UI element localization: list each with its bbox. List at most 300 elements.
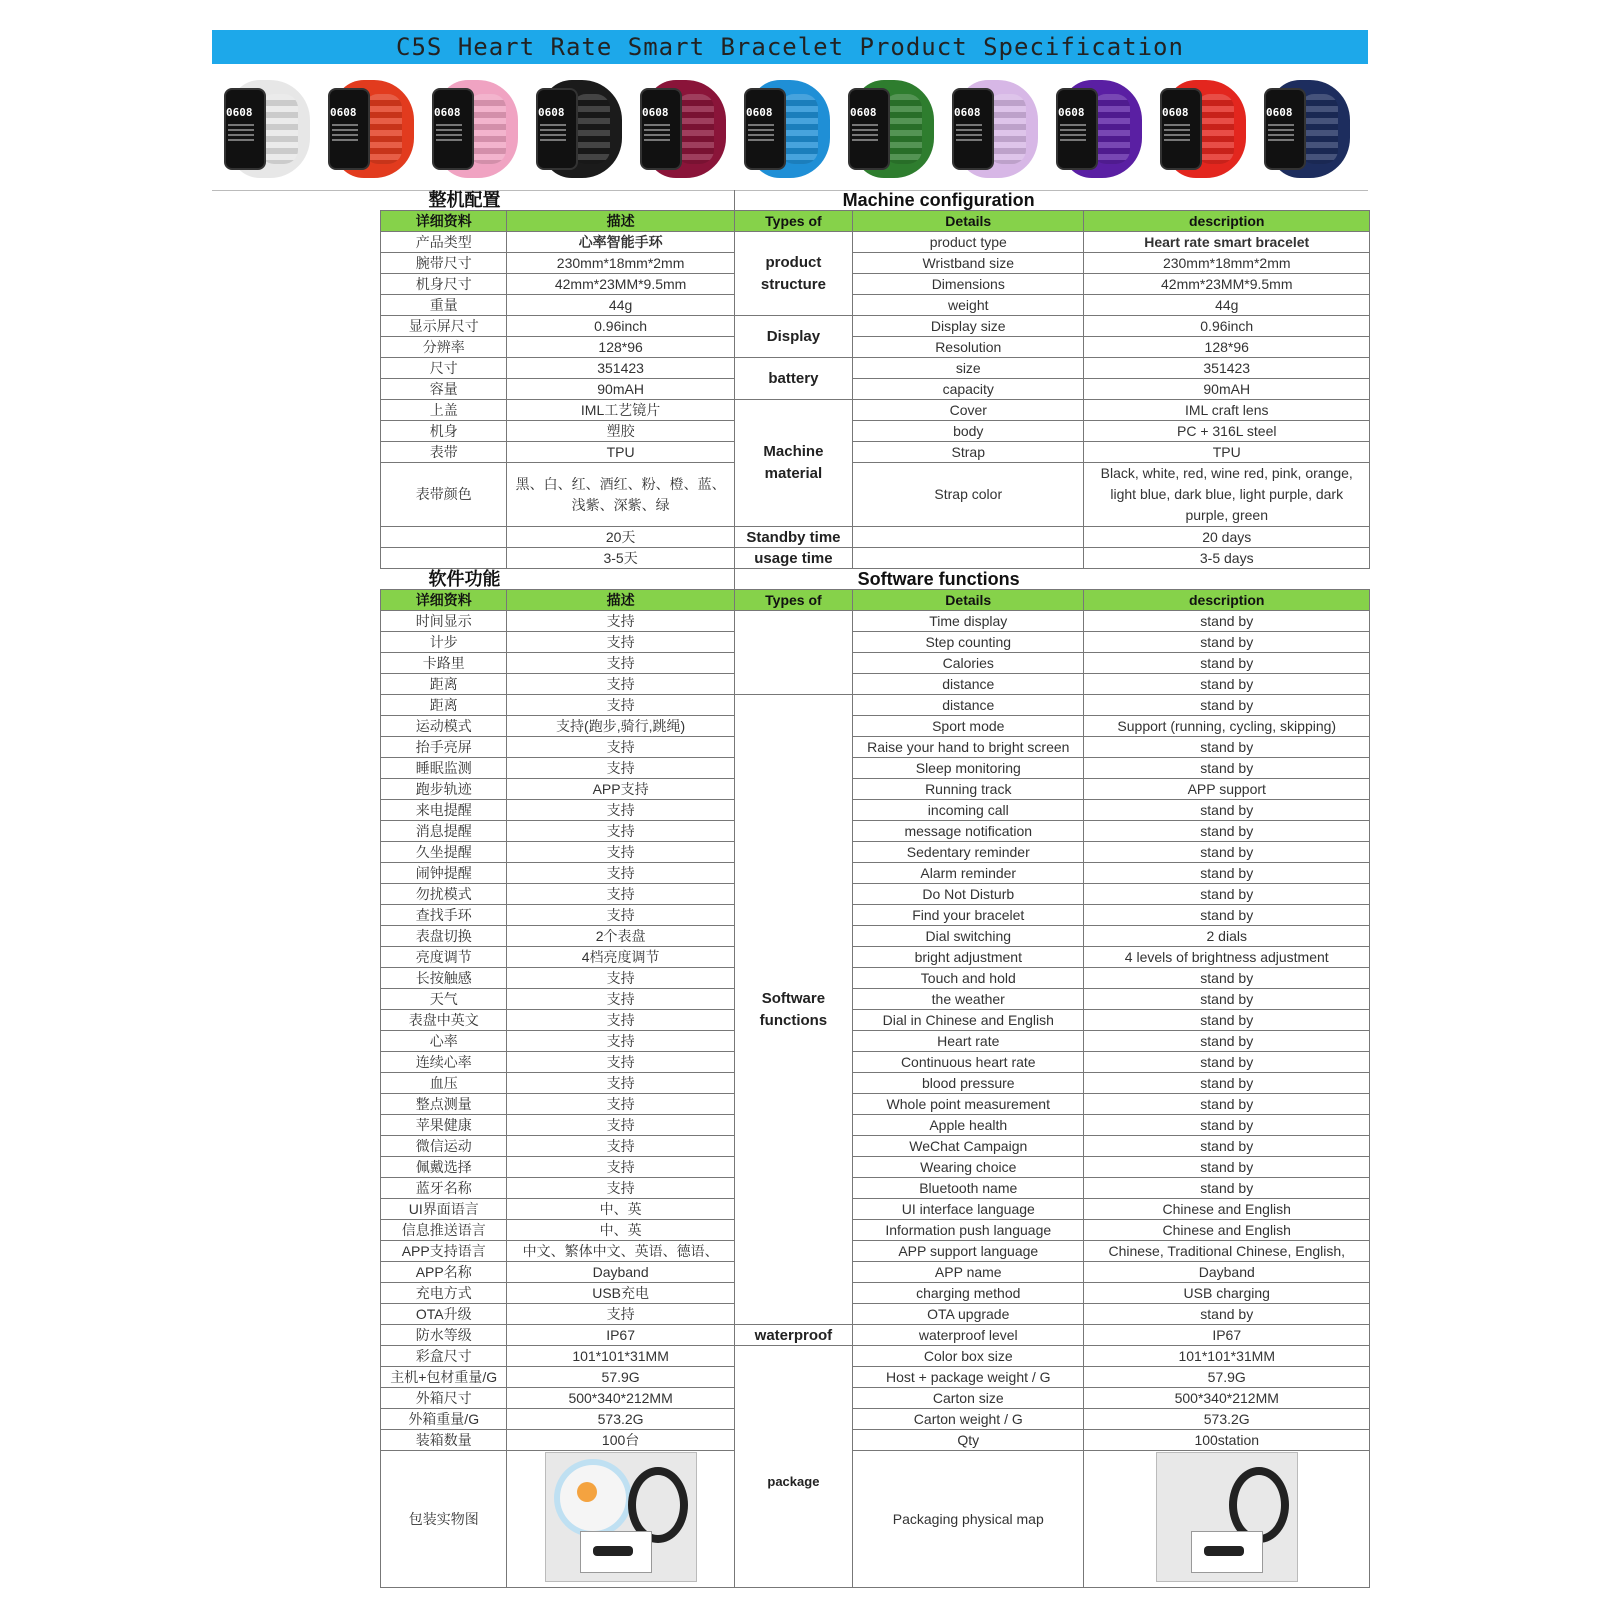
description-cn-cell: 支持	[507, 737, 734, 758]
package-photo-label-en: Packaging physical map	[853, 1451, 1084, 1588]
category-software-functions: Software functions	[734, 695, 852, 1325]
detail-en-cell: charging method	[853, 1283, 1084, 1304]
detail-cn-cell: 信息推送语言	[381, 1220, 507, 1241]
table-row	[381, 400, 1370, 421]
description-en-cell: stand by	[1084, 1304, 1370, 1325]
description-en-cell: stand by	[1084, 842, 1370, 863]
section-title-cn: 整机配置	[381, 190, 735, 211]
light-blue-bracelet-icon: 0608	[740, 78, 832, 180]
description-en-cell: Dayband	[1084, 1262, 1370, 1283]
detail-cn-cell: 跑步轨迹	[381, 779, 507, 800]
table-row	[381, 758, 1370, 779]
description-en-cell: 500*340*212MM	[1084, 1388, 1370, 1409]
detail-en-cell: Color box size	[853, 1346, 1084, 1367]
detail-en-cell: Find your bracelet	[853, 905, 1084, 926]
description-en-cell: stand by	[1084, 632, 1370, 653]
description-en-cell: 573.2G	[1084, 1409, 1370, 1430]
table-row	[381, 905, 1370, 926]
table-row	[381, 1115, 1370, 1136]
description-en-cell: 42mm*23MM*9.5mm	[1084, 274, 1370, 295]
table-row	[381, 1430, 1370, 1451]
detail-en-cell: Alarm reminder	[853, 863, 1084, 884]
description-cn-cell: 心率智能手环	[507, 232, 734, 253]
detail-cn-cell: 苹果健康	[381, 1115, 507, 1136]
detail-en-cell: Wearing choice	[853, 1157, 1084, 1178]
description-en-cell: stand by	[1084, 1031, 1370, 1052]
table-row	[381, 653, 1370, 674]
table-row	[381, 337, 1370, 358]
detail-cn-cell: 久坐提醒	[381, 842, 507, 863]
description-en-cell: PC + 316L steel	[1084, 421, 1370, 442]
description-en-cell: stand by	[1084, 1178, 1370, 1199]
table-row	[381, 295, 1370, 316]
description-cn-cell: 0.96inch	[507, 316, 734, 337]
column-header: description	[1084, 211, 1370, 232]
table-row	[381, 1220, 1370, 1241]
description-en-cell: 230mm*18mm*2mm	[1084, 253, 1370, 274]
category-usage-time: usage time	[734, 548, 852, 569]
detail-en-cell: Bluetooth name	[853, 1178, 1084, 1199]
detail-cn-cell: 机身尺寸	[381, 274, 507, 295]
description-cn-cell: 支持	[507, 1157, 734, 1178]
detail-cn-cell: 微信运动	[381, 1136, 507, 1157]
description-cn-cell: 57.9G	[507, 1367, 734, 1388]
description-en-cell: 0.96inch	[1084, 316, 1370, 337]
detail-en-cell: Carton weight / G	[853, 1409, 1084, 1430]
table-row	[381, 800, 1370, 821]
detail-cn-cell: 佩戴选择	[381, 1157, 507, 1178]
column-header: 详细资料	[381, 590, 507, 611]
table-row	[381, 463, 1370, 527]
description-cn-cell: 230mm*18mm*2mm	[507, 253, 734, 274]
description-en-cell: APP support	[1084, 779, 1370, 800]
detail-en-cell: size	[853, 358, 1084, 379]
detail-cn-cell: 显示屏尺寸	[381, 316, 507, 337]
detail-cn-cell: 容量	[381, 379, 507, 400]
description-cn-cell: 塑胶	[507, 421, 734, 442]
detail-en-cell: Heart rate	[853, 1031, 1084, 1052]
description-cn-cell: 支持(跑步,骑行,跳绳)	[507, 716, 734, 737]
table-row	[381, 737, 1370, 758]
description-en-cell: USB charging	[1084, 1283, 1370, 1304]
detail-en-cell: APP name	[853, 1262, 1084, 1283]
detail-cn-cell: 装箱数量	[381, 1430, 507, 1451]
detail-en-cell: Strap color	[853, 463, 1084, 527]
table-row	[381, 442, 1370, 463]
detail-cn-cell: 尺寸	[381, 358, 507, 379]
section-title-en: Software functions	[734, 569, 1369, 590]
detail-cn-cell: UI界面语言	[381, 1199, 507, 1220]
description-en-cell: 90mAH	[1084, 379, 1370, 400]
detail-en-cell: Raise your hand to bright screen	[853, 737, 1084, 758]
table-row	[381, 863, 1370, 884]
description-cn-cell: 支持	[507, 863, 734, 884]
detail-en-cell: Resolution	[853, 337, 1084, 358]
detail-en-cell: Step counting	[853, 632, 1084, 653]
table-row	[381, 1325, 1370, 1346]
detail-cn-cell: 防水等级	[381, 1325, 507, 1346]
detail-en-cell: waterproof level	[853, 1325, 1084, 1346]
table-row	[381, 274, 1370, 295]
detail-cn-cell: 机身	[381, 421, 507, 442]
detail-cn-cell: 血压	[381, 1073, 507, 1094]
description-en-cell: stand by	[1084, 758, 1370, 779]
detail-en-cell: Whole point measurement	[853, 1094, 1084, 1115]
detail-en-cell: UI interface language	[853, 1199, 1084, 1220]
description-cn-cell: 支持	[507, 1136, 734, 1157]
description-en-cell: 100station	[1084, 1430, 1370, 1451]
column-header: 详细资料	[381, 211, 507, 232]
section-title-en: Machine configuration	[734, 190, 1369, 211]
detail-cn-cell: 蓝牙名称	[381, 1178, 507, 1199]
description-en-cell: 128*96	[1084, 337, 1370, 358]
detail-cn-cell: 表带	[381, 442, 507, 463]
description-cn-cell: 支持	[507, 1178, 734, 1199]
detail-en-cell: Strap	[853, 442, 1084, 463]
red-bracelet-icon: 0608	[324, 78, 416, 180]
description-cn-cell: 351423	[507, 358, 734, 379]
detail-cn-cell: 天气	[381, 989, 507, 1010]
description-en-cell: stand by	[1084, 1157, 1370, 1178]
description-cn-cell: 支持	[507, 1010, 734, 1031]
detail-en-cell: WeChat Campaign	[853, 1136, 1084, 1157]
detail-cn-cell: 心率	[381, 1031, 507, 1052]
column-header: Types of	[734, 211, 852, 232]
detail-cn-cell: 抬手亮屏	[381, 737, 507, 758]
description-cn-cell: 3-5天	[507, 548, 734, 569]
detail-en-cell: Sedentary reminder	[853, 842, 1084, 863]
detail-cn-cell: APP名称	[381, 1262, 507, 1283]
description-en-cell: IP67	[1084, 1325, 1370, 1346]
detail-cn-cell: 睡眠监测	[381, 758, 507, 779]
detail-cn-cell: 卡路里	[381, 653, 507, 674]
column-header: Details	[853, 211, 1084, 232]
detail-en-cell: Display size	[853, 316, 1084, 337]
detail-cn-cell	[381, 548, 507, 569]
description-en-cell: 101*101*31MM	[1084, 1346, 1370, 1367]
table-row	[381, 527, 1370, 548]
detail-cn-cell: 计步	[381, 632, 507, 653]
table-row	[381, 1283, 1370, 1304]
detail-en-cell: Do Not Disturb	[853, 884, 1084, 905]
detail-en-cell: Qty	[853, 1430, 1084, 1451]
description-en-cell: stand by	[1084, 1073, 1370, 1094]
detail-cn-cell: 连续心率	[381, 1052, 507, 1073]
detail-en-cell: APP support language	[853, 1241, 1084, 1262]
green-bracelet-icon: 0608	[844, 78, 936, 180]
table-row	[381, 1367, 1370, 1388]
detail-en-cell: capacity	[853, 379, 1084, 400]
description-cn-cell: 支持	[507, 884, 734, 905]
table-row	[381, 253, 1370, 274]
table-row	[381, 1346, 1370, 1367]
description-en-cell: 351423	[1084, 358, 1370, 379]
package-photo-row	[381, 1451, 1370, 1588]
detail-cn-cell: 亮度调节	[381, 947, 507, 968]
table-row	[381, 674, 1370, 695]
detail-en-cell: Touch and hold	[853, 968, 1084, 989]
table-row	[381, 1262, 1370, 1283]
table-row	[381, 632, 1370, 653]
description-cn-cell: Dayband	[507, 1262, 734, 1283]
table-row	[381, 821, 1370, 842]
section-title-row	[381, 569, 1370, 590]
detail-cn-cell: 外箱尺寸	[381, 1388, 507, 1409]
description-en-cell: 20 days	[1084, 527, 1370, 548]
dark-purple-bracelet-icon: 0608	[1052, 78, 1144, 180]
detail-cn-cell: 长按触感	[381, 968, 507, 989]
table-row	[381, 1241, 1370, 1262]
description-en-cell: TPU	[1084, 442, 1370, 463]
description-cn-cell: 支持	[507, 842, 734, 863]
black-bracelet-icon: 0608	[532, 78, 624, 180]
detail-cn-cell: 彩盒尺寸	[381, 1346, 507, 1367]
description-en-cell: stand by	[1084, 800, 1370, 821]
table-row	[381, 1388, 1370, 1409]
table-row	[381, 779, 1370, 800]
detail-cn-cell: 勿扰模式	[381, 884, 507, 905]
detail-cn-cell: 表带颜色	[381, 463, 507, 527]
description-cn-cell: 中、英	[507, 1220, 734, 1241]
detail-cn-cell: 充电方式	[381, 1283, 507, 1304]
table-row	[381, 1178, 1370, 1199]
table-row	[381, 379, 1370, 400]
table-row	[381, 1409, 1370, 1430]
detail-cn-cell: 来电提醒	[381, 800, 507, 821]
description-en-cell: stand by	[1084, 737, 1370, 758]
detail-en-cell: Cover	[853, 400, 1084, 421]
detail-en-cell: distance	[853, 674, 1084, 695]
bracelet-color-lineup	[220, 74, 1370, 186]
detail-cn-cell: 运动模式	[381, 716, 507, 737]
red-bracelet-icon: 0608	[1156, 78, 1248, 180]
description-en-cell: stand by	[1084, 1094, 1370, 1115]
detail-en-cell: Continuous heart rate	[853, 1052, 1084, 1073]
description-cn-cell: 44g	[507, 295, 734, 316]
table-row	[381, 316, 1370, 337]
detail-en-cell: weight	[853, 295, 1084, 316]
detail-en-cell: Apple health	[853, 1115, 1084, 1136]
description-cn-cell: 支持	[507, 800, 734, 821]
description-cn-cell: 支持	[507, 1304, 734, 1325]
column-header: description	[1084, 590, 1370, 611]
description-cn-cell: 支持	[507, 653, 734, 674]
detail-cn-cell: OTA升级	[381, 1304, 507, 1325]
wine-red-bracelet-icon: 0608	[636, 78, 728, 180]
description-cn-cell: 支持	[507, 695, 734, 716]
description-cn-cell: 支持	[507, 1115, 734, 1136]
detail-en-cell: Dial switching	[853, 926, 1084, 947]
description-en-cell: stand by	[1084, 695, 1370, 716]
white-bracelet-icon: 0608	[220, 78, 312, 180]
table-row	[381, 421, 1370, 442]
description-cn-cell: 101*101*31MM	[507, 1346, 734, 1367]
description-cn-cell: 支持	[507, 1073, 734, 1094]
package-photo-label-cn: 包装实物图	[381, 1451, 507, 1588]
description-cn-cell: 500*340*212MM	[507, 1388, 734, 1409]
detail-cn-cell: 重量	[381, 295, 507, 316]
column-header: 描述	[507, 211, 734, 232]
table-row	[381, 716, 1370, 737]
description-en-cell: stand by	[1084, 611, 1370, 632]
description-cn-cell: 支持	[507, 905, 734, 926]
category-display: Display	[734, 316, 852, 358]
table-row	[381, 1094, 1370, 1115]
category-machine-material: Machine material	[734, 400, 852, 527]
column-header: 描述	[507, 590, 734, 611]
description-en-cell: stand by	[1084, 1052, 1370, 1073]
table-row	[381, 611, 1370, 632]
table-row	[381, 947, 1370, 968]
description-cn-cell: 90mAH	[507, 379, 734, 400]
description-en-cell: Chinese and English	[1084, 1199, 1370, 1220]
detail-en-cell: Time display	[853, 611, 1084, 632]
detail-en-cell: Sport mode	[853, 716, 1084, 737]
description-en-cell: stand by	[1084, 968, 1370, 989]
table-row	[381, 1304, 1370, 1325]
table-row	[381, 232, 1370, 253]
detail-en-cell	[853, 548, 1084, 569]
description-cn-cell: 支持	[507, 1031, 734, 1052]
header-row	[381, 211, 1370, 232]
detail-cn-cell: 时间显示	[381, 611, 507, 632]
description-cn-cell: 支持	[507, 1094, 734, 1115]
description-en-cell: Chinese and English	[1084, 1220, 1370, 1241]
table-row	[381, 989, 1370, 1010]
description-cn-cell: 中文、繁体中文、英语、德语、	[507, 1241, 734, 1262]
description-en-cell: stand by	[1084, 884, 1370, 905]
detail-en-cell: distance	[853, 695, 1084, 716]
pink-bracelet-icon: 0608	[428, 78, 520, 180]
detail-cn-cell: 外箱重量/G	[381, 1409, 507, 1430]
description-cn-cell: 100台	[507, 1430, 734, 1451]
description-en-cell: stand by	[1084, 674, 1370, 695]
detail-en-cell: product type	[853, 232, 1084, 253]
detail-cn-cell: 闹钟提醒	[381, 863, 507, 884]
detail-en-cell: incoming call	[853, 800, 1084, 821]
light-purple-bracelet-icon: 0608	[948, 78, 1040, 180]
category-empty	[734, 611, 852, 695]
package-photo-cell	[1084, 1451, 1370, 1588]
description-en-cell: stand by	[1084, 821, 1370, 842]
detail-cn-cell: 分辨率	[381, 337, 507, 358]
package-photo	[1156, 1452, 1298, 1582]
description-cn-cell: 黑、白、红、酒红、粉、橙、蓝、浅紫、深紫、绿	[507, 463, 734, 527]
description-en-cell: stand by	[1084, 863, 1370, 884]
detail-cn-cell: 表盘中英文	[381, 1010, 507, 1031]
detail-en-cell: blood pressure	[853, 1073, 1084, 1094]
detail-cn-cell: APP支持语言	[381, 1241, 507, 1262]
section-title-cn: 软件功能	[381, 569, 735, 590]
description-en-cell: stand by	[1084, 653, 1370, 674]
package-photo	[545, 1452, 697, 1582]
description-cn-cell: 中、英	[507, 1199, 734, 1220]
table-row	[381, 926, 1370, 947]
table-row	[381, 1031, 1370, 1052]
category-package: package	[734, 1346, 852, 1588]
description-cn-cell: TPU	[507, 442, 734, 463]
column-header: Details	[853, 590, 1084, 611]
table-row	[381, 1073, 1370, 1094]
detail-en-cell: body	[853, 421, 1084, 442]
table-row	[381, 842, 1370, 863]
detail-en-cell	[853, 527, 1084, 548]
description-cn-cell: 支持	[507, 821, 734, 842]
description-en-cell: Black, white, red, wine red, pink, orange, light blue, dark blue, light purple, dark purple, green	[1084, 463, 1370, 527]
description-cn-cell: 支持	[507, 1052, 734, 1073]
table-row	[381, 884, 1370, 905]
description-cn-cell: 20天	[507, 527, 734, 548]
detail-en-cell: Running track	[853, 779, 1084, 800]
description-en-cell: stand by	[1084, 1136, 1370, 1157]
detail-cn-cell	[381, 527, 507, 548]
description-en-cell: stand by	[1084, 989, 1370, 1010]
category-standby-time: Standby time	[734, 527, 852, 548]
detail-en-cell: OTA upgrade	[853, 1304, 1084, 1325]
category-battery: battery	[734, 358, 852, 400]
description-cn-cell: APP支持	[507, 779, 734, 800]
detail-cn-cell: 距离	[381, 674, 507, 695]
detail-cn-cell: 主机+包材重量/G	[381, 1367, 507, 1388]
description-cn-cell: 支持	[507, 632, 734, 653]
description-en-cell: 44g	[1084, 295, 1370, 316]
description-en-cell: Support (running, cycling, skipping)	[1084, 716, 1370, 737]
table-row	[381, 1010, 1370, 1031]
description-en-cell: stand by	[1084, 1115, 1370, 1136]
description-en-cell: 2 dials	[1084, 926, 1370, 947]
dark-blue-bracelet-icon: 0608	[1260, 78, 1352, 180]
detail-en-cell: Wristband size	[853, 253, 1084, 274]
detail-cn-cell: 表盘切换	[381, 926, 507, 947]
description-en-cell: stand by	[1084, 1010, 1370, 1031]
detail-cn-cell: 腕带尺寸	[381, 253, 507, 274]
category-waterproof: waterproof	[734, 1325, 852, 1346]
detail-cn-cell: 上盖	[381, 400, 507, 421]
detail-cn-cell: 整点测量	[381, 1094, 507, 1115]
description-en-cell: 57.9G	[1084, 1367, 1370, 1388]
description-cn-cell: 支持	[507, 968, 734, 989]
detail-en-cell: message notification	[853, 821, 1084, 842]
detail-en-cell: Host + package weight / G	[853, 1367, 1084, 1388]
page-title: C5S Heart Rate Smart Bracelet Product Specification	[212, 30, 1368, 64]
description-cn-cell: 支持	[507, 674, 734, 695]
description-cn-cell: 42mm*23MM*9.5mm	[507, 274, 734, 295]
table-row	[381, 1052, 1370, 1073]
header-row	[381, 590, 1370, 611]
description-en-cell: Chinese, Traditional Chinese, English,	[1084, 1241, 1370, 1262]
description-cn-cell: 支持	[507, 758, 734, 779]
description-cn-cell: IML工艺镜片	[507, 400, 734, 421]
detail-cn-cell: 消息提醒	[381, 821, 507, 842]
description-cn-cell: 2个表盘	[507, 926, 734, 947]
description-cn-cell: IP67	[507, 1325, 734, 1346]
column-header: Types of	[734, 590, 852, 611]
detail-en-cell: Dial in Chinese and English	[853, 1010, 1084, 1031]
description-en-cell: Heart rate smart bracelet	[1084, 232, 1370, 253]
detail-en-cell: Calories	[853, 653, 1084, 674]
description-cn-cell: 支持	[507, 611, 734, 632]
spec-table-container	[380, 190, 1370, 1588]
detail-en-cell: Carton size	[853, 1388, 1084, 1409]
spec-table	[380, 190, 1370, 1588]
package-photo-cell	[507, 1451, 734, 1588]
category-product-structure: product structure	[734, 232, 852, 316]
table-row	[381, 548, 1370, 569]
description-en-cell: IML craft lens	[1084, 400, 1370, 421]
description-cn-cell: 支持	[507, 989, 734, 1010]
table-row	[381, 1157, 1370, 1178]
detail-en-cell: Sleep monitoring	[853, 758, 1084, 779]
